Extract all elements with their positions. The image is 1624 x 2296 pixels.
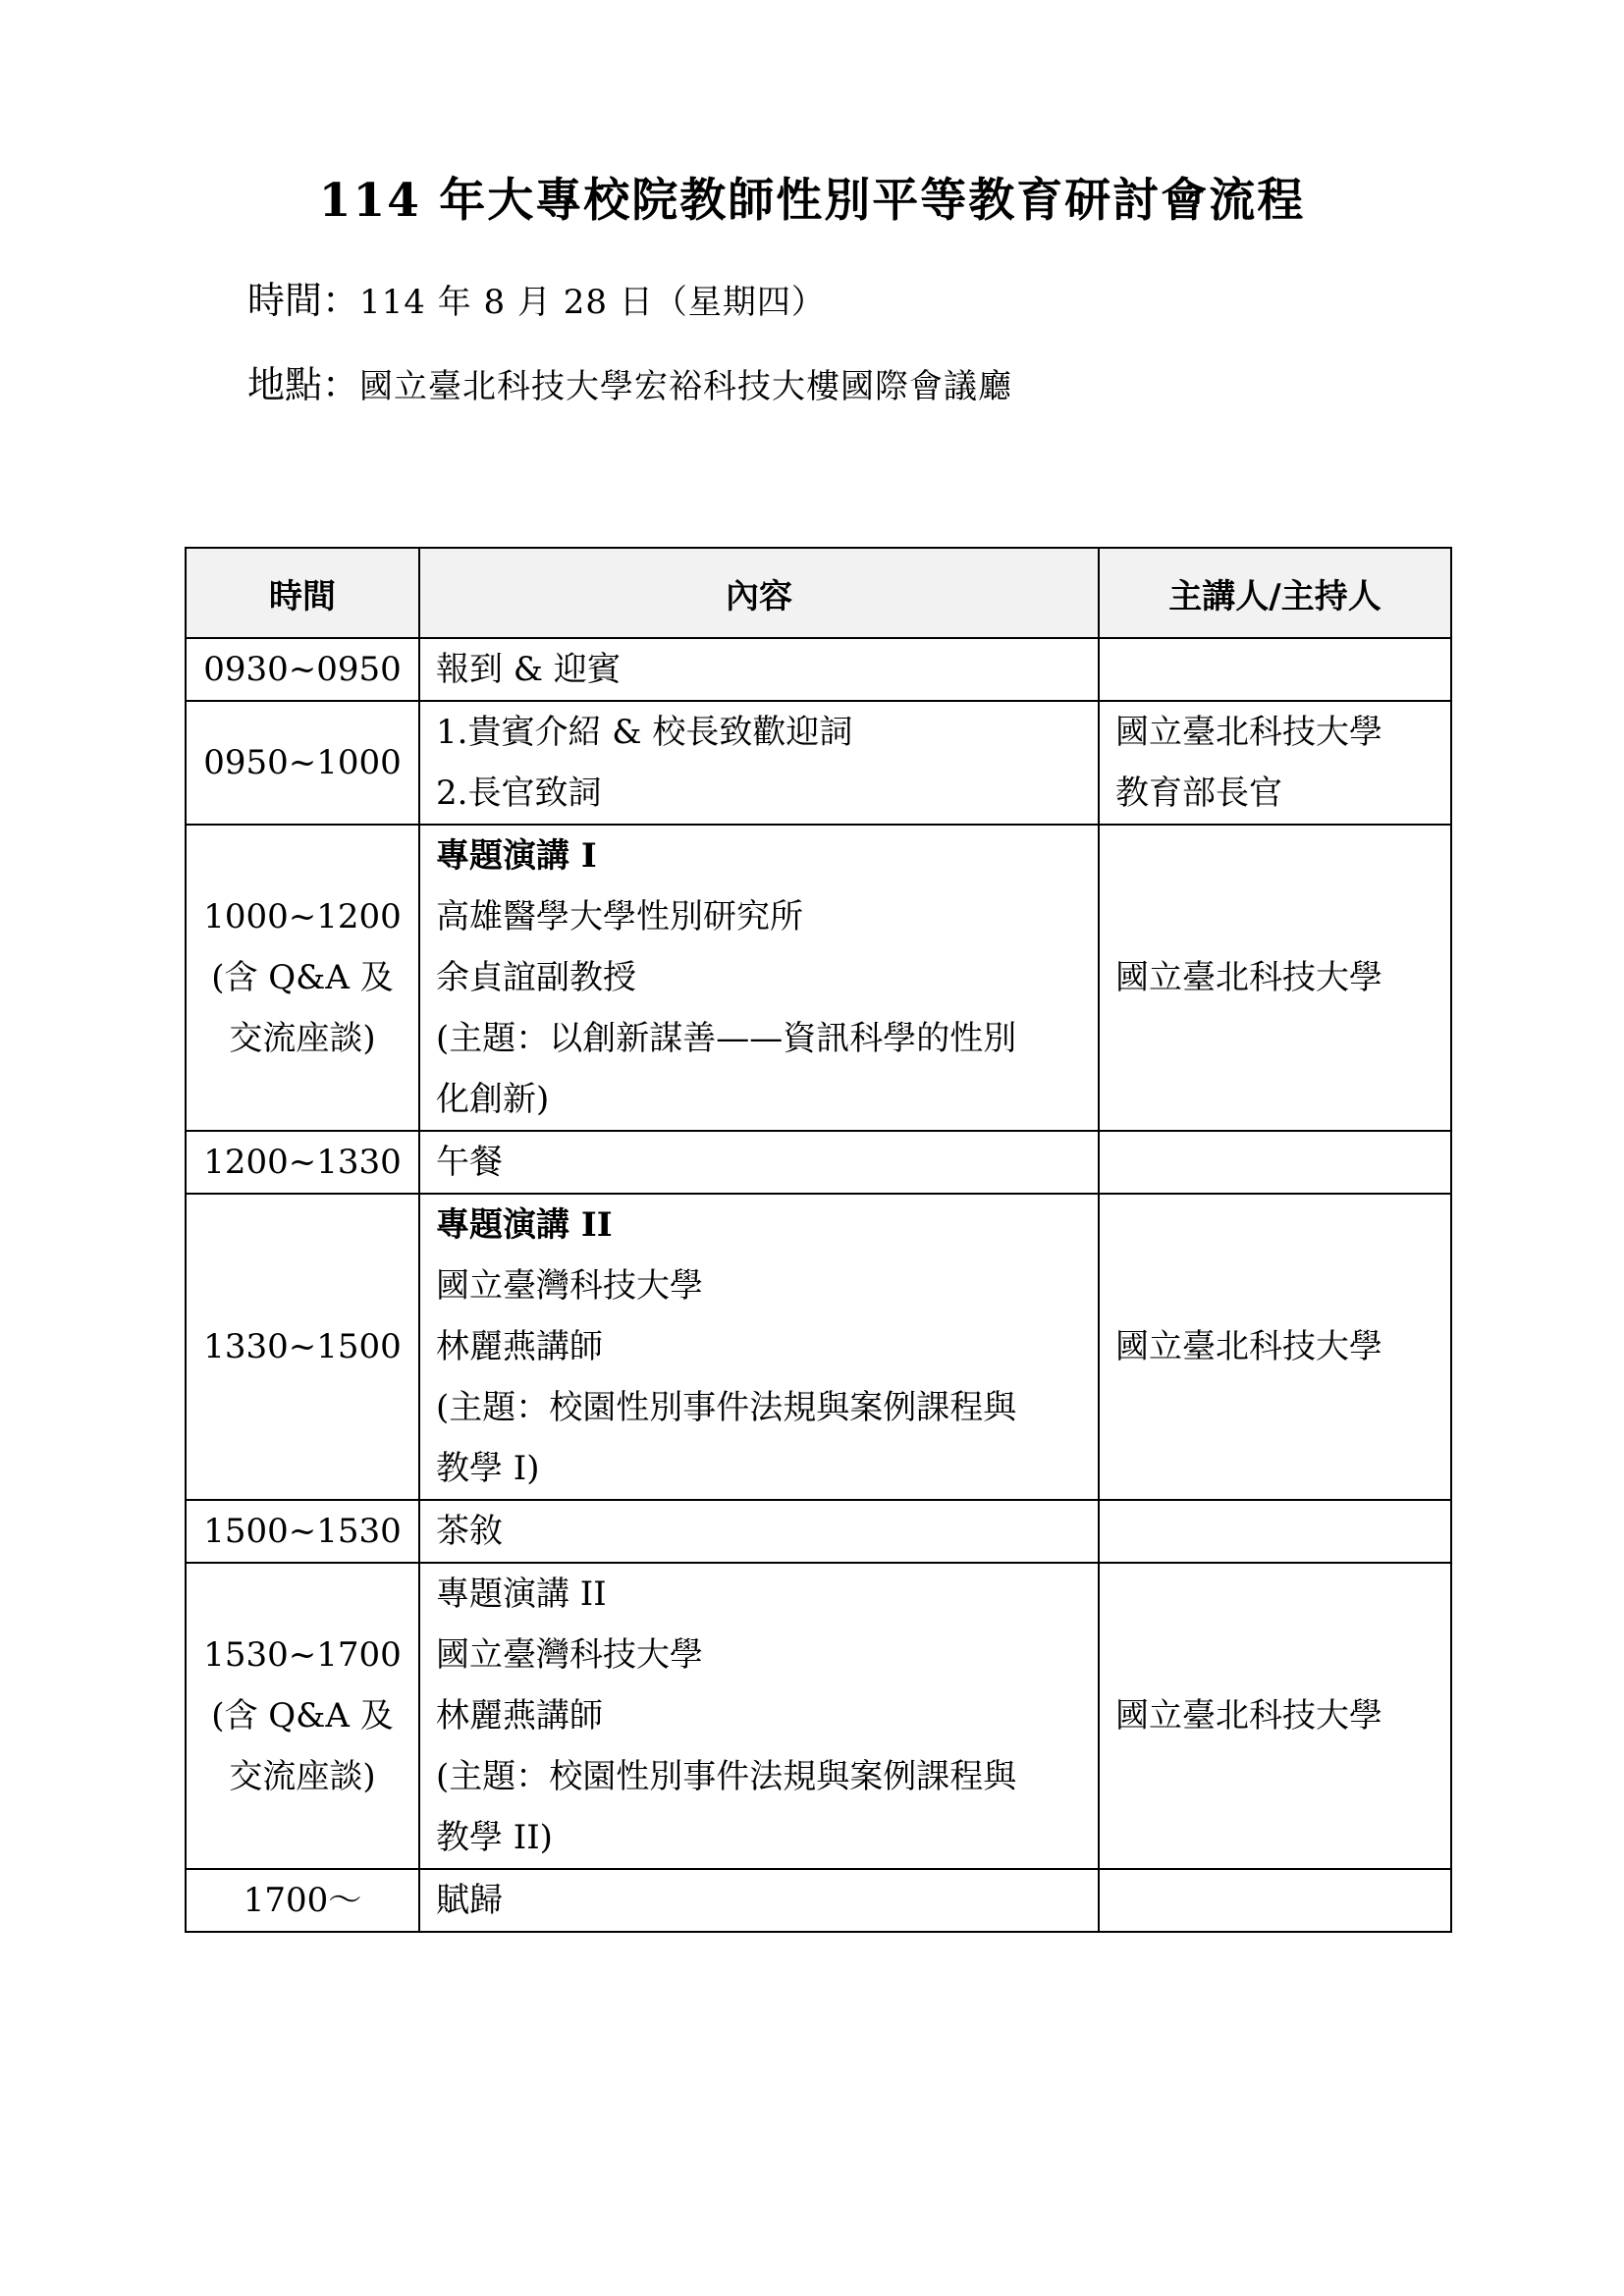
schedule-content-cell <box>419 1500 1099 1563</box>
schedule-time-line: 1500~1530 <box>203 1512 402 1551</box>
schedule-content-line: 高雄醫學大學性別研究所 <box>436 897 803 936</box>
schedule-row <box>186 1500 1451 1563</box>
schedule-time-line: 0950~1000 <box>203 743 402 782</box>
schedule-content-cell <box>419 638 1099 701</box>
header-content: 內容 <box>419 548 1099 638</box>
schedule-content-cell <box>419 1869 1099 1932</box>
header-time: 時間 <box>186 548 419 638</box>
schedule-host-cell <box>1099 638 1451 701</box>
schedule-host-line: 國立臺北科技大學 <box>1115 958 1382 997</box>
event-time-value: 114 年 8 月 28 日（星期四） <box>359 283 826 322</box>
schedule-row <box>186 1563 1451 1869</box>
schedule-time-line: 1700～ <box>243 1881 362 1920</box>
schedule-content-cell <box>419 701 1099 825</box>
schedule-host-cell <box>1099 1194 1451 1500</box>
schedule-time-cell <box>186 1869 419 1932</box>
schedule-time-cell <box>186 701 419 825</box>
schedule-time-line: 1200~1330 <box>203 1143 402 1182</box>
schedule-row <box>186 1194 1451 1500</box>
schedule-header-row <box>186 548 1451 638</box>
schedule-content-line: 茶敘 <box>436 1512 503 1551</box>
schedule-row <box>186 825 1451 1131</box>
schedule-time-line: 交流座談) <box>229 1757 376 1796</box>
schedule-content-line: (主題：校園性別事件法規與案例課程與 <box>436 1757 1017 1796</box>
schedule-content-line: 教學 II) <box>436 1818 553 1857</box>
schedule-time-line: 0930~0950 <box>203 650 402 689</box>
schedule-content-cell <box>419 1194 1099 1500</box>
schedule-content-line: 報到 & 迎賓 <box>436 650 621 689</box>
schedule-content-line: (主題：校園性別事件法規與案例課程與 <box>436 1388 1017 1427</box>
schedule-content-line: 化創新) <box>436 1080 550 1119</box>
schedule-content-line: 專題演講 II <box>436 1205 613 1245</box>
schedule-host-cell <box>1099 701 1451 825</box>
schedule-host-cell <box>1099 1500 1451 1563</box>
schedule-time-cell <box>186 638 419 701</box>
schedule-time-line: (含 Q&A 及 <box>211 958 394 997</box>
schedule-time-cell <box>186 1563 419 1869</box>
schedule-time-cell <box>186 1194 419 1500</box>
page-title: 114 年大專校院教師性別平等教育研討會流程 <box>318 174 1306 228</box>
schedule-content-line: 教學 I) <box>436 1449 540 1488</box>
schedule-content-line: 1.貴賓介紹 & 校長致歡迎詞 <box>436 713 853 752</box>
schedule-time-cell <box>186 1131 419 1194</box>
schedule-time-cell <box>186 1500 419 1563</box>
schedule-content-line: 余貞誼副教授 <box>436 958 636 997</box>
schedule-host-cell <box>1099 1131 1451 1194</box>
schedule-time-cell <box>186 825 419 1131</box>
event-time-label: 時間： <box>247 279 360 322</box>
schedule-host-cell <box>1099 1563 1451 1869</box>
schedule-content-line: 國立臺灣科技大學 <box>436 1266 703 1306</box>
schedule-content-line: 國立臺灣科技大學 <box>436 1635 703 1675</box>
schedule-host-cell <box>1099 825 1451 1131</box>
schedule-content-cell <box>419 1563 1099 1869</box>
schedule-body <box>186 638 1451 1932</box>
event-place-value: 國立臺北科技大學宏裕科技大樓國際會議廳 <box>359 367 1013 406</box>
schedule-content-line: 賦歸 <box>436 1881 503 1920</box>
schedule-row <box>186 1869 1451 1932</box>
schedule-content-line: 午餐 <box>436 1143 503 1182</box>
schedule-content-line: 林麗燕講師 <box>436 1696 603 1735</box>
schedule-content-line: (主題：以創新謀善——資訊科學的性別 <box>436 1019 1017 1058</box>
event-place-label: 地點： <box>247 363 360 406</box>
schedule-time-line: (含 Q&A 及 <box>211 1696 394 1735</box>
event-place <box>247 357 1012 414</box>
schedule-time-line: 交流座談) <box>229 1019 376 1058</box>
schedule-host-line: 國立臺北科技大學 <box>1115 1696 1382 1735</box>
header-host: 主講人/主持人 <box>1099 548 1451 638</box>
schedule-host-line: 國立臺北科技大學 <box>1115 713 1382 752</box>
event-time <box>247 273 826 330</box>
schedule-row <box>186 701 1451 825</box>
schedule-content-line: 專題演講 I <box>436 836 597 876</box>
schedule-table <box>185 547 1452 1933</box>
schedule-host-line: 國立臺北科技大學 <box>1115 1327 1382 1366</box>
schedule-content-line: 林麗燕講師 <box>436 1327 603 1366</box>
schedule-row <box>186 638 1451 701</box>
schedule-content-cell <box>419 1131 1099 1194</box>
schedule-host-line: 教育部長官 <box>1115 774 1282 813</box>
schedule-host-cell <box>1099 1869 1451 1932</box>
schedule-time-line: 1000~1200 <box>203 897 402 936</box>
schedule-row <box>186 1131 1451 1194</box>
schedule-content-line: 專題演講 II <box>436 1575 607 1614</box>
schedule-time-line: 1330~1500 <box>203 1327 402 1366</box>
schedule-content-cell <box>419 825 1099 1131</box>
schedule-time-line: 1530~1700 <box>203 1635 402 1675</box>
schedule-content-line: 2.長官致詞 <box>436 774 602 813</box>
